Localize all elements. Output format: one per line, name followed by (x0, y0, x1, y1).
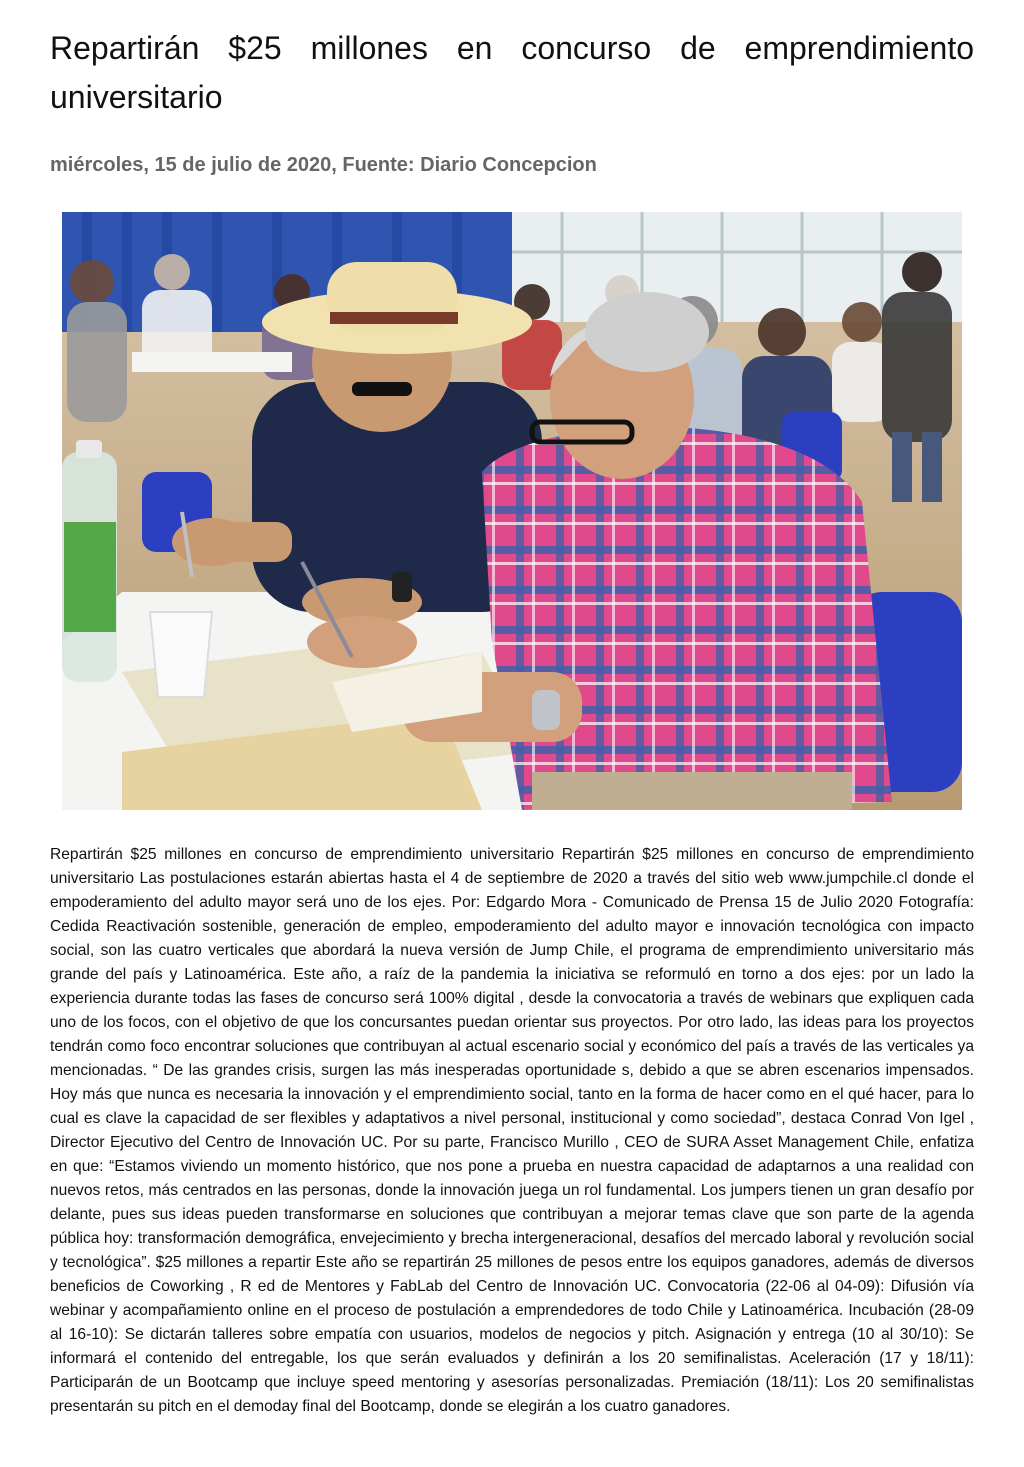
article-title: Repartirán $25 millones en concurso de emprendimiento universitario (50, 30, 974, 115)
article-photo (62, 212, 962, 810)
photo-illustration (62, 212, 962, 810)
article-body: Repartirán $25 millones en concurso de emprendimiento universitario Repartirán $25 millones en concurso de emprendimiento universitario Las postulaciones estarán abiertas hasta el 4 de septiembre de 2020 a través del sitio web www.jumpchile.cl donde el empoderamiento del adulto mayor será uno de los ejes. Por: Edgardo Mora - Comunicado de Prensa 15 de Julio 2020 Fotografía: Cedida Reactivación sostenible, generación de empleo, empoderamiento del adulto mayor e innovación tecnológica con impacto social, son las cuatro verticales que abordará la nueva versión de Jump Chile, el programa de emprendimiento universitario más grande del país y Latinoamérica. Este año, a raíz de la pandemia la iniciativa se reformuló en torno a dos ejes: por un lado la experiencia durante todas las fases de concurso será 100% digital , desde la convocatoria a través de webinars que expliquen cada uno de los focos, con el objetivo de que los concursantes puedan orientar sus proyectos. Por otro lado, las ideas para los proyectos tendrán como foco encontrar soluciones que contribuyan al actual escenario social y económico del país a través de las verticales ya mencionadas. “ De las grandes crisis, surgen las más inesperadas oportunidade s, debido a que se abren escenarios impensados. Hoy más que nunca es necesaria la innovación y el emprendimiento social, tanto en la forma de hacer como en el qué hacer, para lo cual es clave la capacidad de ser flexibles y adaptativos a nivel personal, institucional y como sociedad”, destaca Conrad Von Igel , Director Ejecutivo del Centro de Innovación UC. Por su parte, Francisco Murillo , CEO de SURA Asset Management Chile, enfatiza en que: “Estamos viviendo un momento histórico, que nos pone a prueba en nuestra capacidad de adaptarnos a una realidad con nuevos retos, más centrados en las personas, donde la innovación juega un rol fundamental. Los jumpers tienen un gran desafío por delante, pues sus ideas pueden transformarse en soluciones que contribuyan a mejorar temas clave que son parte de la agenda pública hoy: transformación demográfica, envejecimiento y brecha intergeneracional, desafíos del mercado laboral y revolución social y tecnológica”. $25 millones a repartir Este año se repartirán 25 millones de pesos entre los equipos ganadores, además de diversos beneficios de Coworking , R ed de Mentores y FabLab del Centro de Innovación UC. Convocatoria (22-06 al 04-09): Difusión vía webinar y acompañamiento online en el proceso de postulación a emprendedores de todo Chile y Latinoamérica. Incubación (28-09 al 16-10): Se dictarán talleres sobre empatía con usuarios, modelos de negocios y pitch. Asignación y entrega (10 al 30/10): Se informará el contenido del entregable, los que serán evaluados y definirán a los 20 semifinalistas. Aceleración (17 y 18/11): Participarán de un Bootcamp que incluye speed mentoring y asesorías personalizadas. Premiación (18/11): Los 20 semifinalistas presentarán su pitch en el demoday final del Bootcamp, donde se elegirán a los cuatro ganadores. (50, 846, 974, 1415)
article-dateline: miércoles, 15 de julio de 2020, Fuente: Diario Concepcion (50, 154, 597, 176)
